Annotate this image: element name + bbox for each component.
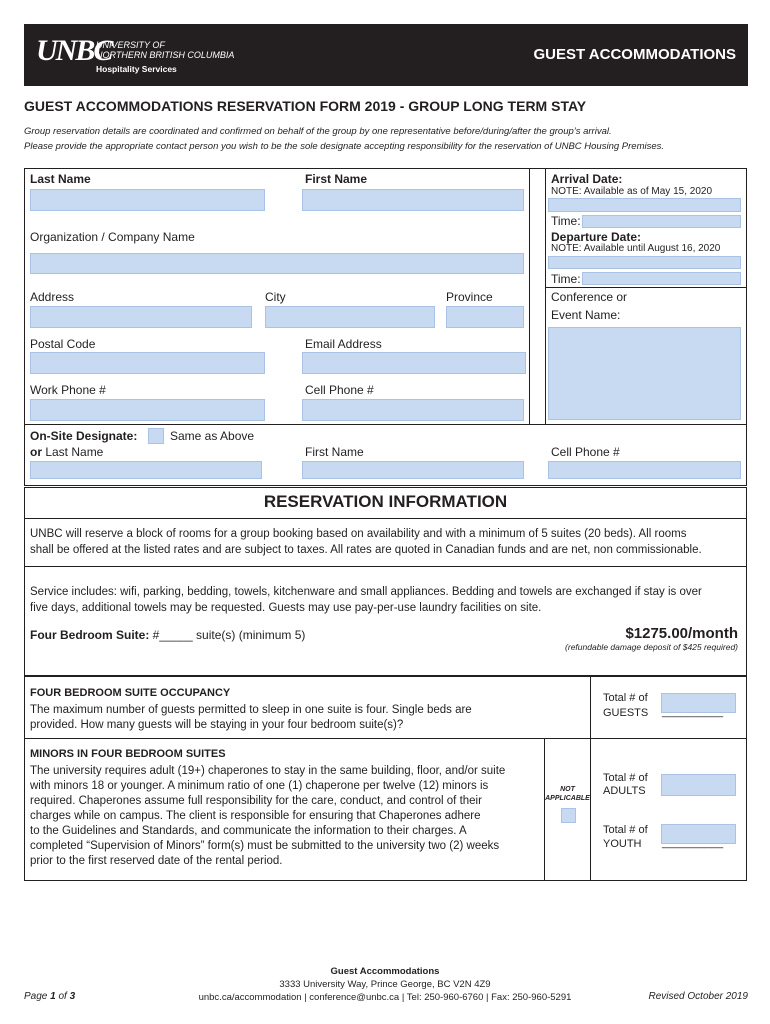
footer-contacts: unbc.ca/accommodation | conference@unbc.ca | Tel: 250-960-6760 | Fax: 250-960-5291: [198, 992, 572, 1003]
designate-cell-label: Cell Phone #: [551, 445, 620, 459]
email-label: Email Address: [305, 337, 382, 351]
conference-event-field[interactable]: [548, 327, 741, 420]
page-prefix: Page: [24, 991, 51, 1002]
reservation-heading: RESERVATION INFORMATION: [263, 492, 508, 511]
total-adults-field[interactable]: [661, 774, 736, 796]
deposit-note: (refundable damage deposit of $425 required): [565, 642, 738, 652]
contact-divider-left: [529, 168, 530, 424]
reservation-para2-line2: five days, additional towels may be requested. Guests may use pay-per-use laundry facilities on site.: [30, 602, 542, 614]
contact-divider-right: [545, 168, 546, 424]
minors-line5: to the Guidelines and Standards, and communicate the information to their charges. A: [30, 825, 467, 837]
reservation-heading-rule: [24, 518, 747, 519]
cell-phone-label: Cell Phone #: [305, 383, 374, 397]
postal-code-field[interactable]: [30, 352, 265, 374]
banner-title: GUEST ACCOMMODATIONS: [533, 46, 736, 63]
reservation-para1-line2: shall be offered at the listed rates and are subject to taxes. All rates are quoted in Canadian funds and are net, non commissionable.: [30, 544, 702, 556]
work-phone-field[interactable]: [30, 399, 265, 421]
intro-line1: Group reservation details are coordinated and confirmed on behalf of the group by one representative before/during/after the group’s arrival.: [24, 126, 612, 137]
first-name-field[interactable]: [302, 189, 524, 211]
departure-date-field[interactable]: [548, 256, 741, 269]
contact-rule-designate: [24, 424, 747, 425]
suite-label: Four Bedroom Suite:: [30, 628, 150, 642]
suite-price: $1275.00/month: [625, 625, 738, 642]
suite-count-text: #_____ suite(s) (minimum 5): [149, 628, 306, 642]
total-youth-label2: YOUTH: [603, 838, 642, 850]
revised-date: Revised October 2019: [648, 991, 748, 1002]
not-applicable-line1: NOT: [560, 786, 575, 793]
arrival-time-field[interactable]: [582, 215, 741, 228]
designate-cell-field[interactable]: [548, 461, 741, 479]
total-youth-blank: __________: [662, 837, 724, 849]
intro-line2: Please provide the appropriate contact person you wish to be the sole designate accepting responsibility for the reservation of UNBC Housing Premises.: [24, 141, 665, 152]
header-banner: [24, 24, 748, 86]
email-field[interactable]: [302, 352, 526, 374]
organization-field[interactable]: [30, 253, 524, 274]
total-adults-label2: ADULTS: [603, 785, 646, 797]
page-of: of: [55, 991, 70, 1002]
university-line1: UNIVERSITY OF: [96, 40, 165, 50]
footer-address: 3333 University Way, Prince George, BC V2N 4Z9: [279, 979, 491, 990]
city-label: City: [265, 290, 286, 304]
departure-date-label: Departure Date:: [551, 230, 642, 244]
minors-divider: [544, 738, 545, 881]
total-youth-label1: Total # of: [603, 824, 648, 836]
designate-last-name-label: [30, 445, 103, 459]
occupancy-rule: [24, 738, 747, 739]
form-title: GUEST ACCOMMODATIONS RESERVATION FORM 2019 - GROUP LONG TERM STAY: [24, 98, 587, 114]
conference-label-line2: Event Name:: [551, 308, 621, 322]
minors-line7: prior to the first reserved date of the rental period.: [30, 855, 283, 867]
minors-line1: The university requires adult (19+) chaperones to stay in the same building, floor, and/or suite: [30, 765, 506, 777]
last-name-field[interactable]: [30, 189, 265, 211]
departure-time-field[interactable]: [582, 272, 741, 285]
department-name: Hospitality Services: [96, 64, 177, 74]
departure-time-label: Time:: [551, 272, 581, 286]
minors-line3: required. Chaperones assume full responsibility for the care, conduct, and control of their: [30, 795, 482, 807]
total-guests-blank: __________: [662, 706, 724, 718]
reservation-para2-line1: Service includes: wifi, parking, bedding, towels, kitchenware and small appliances. Bedding and towels are exchanged if stay is over: [30, 586, 702, 598]
minors-line6: completed “Supervision of Minors” form(s) must be submitted to the university two (2) weeks: [30, 840, 500, 852]
province-field[interactable]: [446, 306, 524, 328]
minors-heading: MINORS IN FOUR BEDROOM SUITES: [30, 748, 226, 760]
address-field[interactable]: [30, 306, 252, 328]
unbc-logo: UNBC: [36, 34, 112, 67]
arrival-time-label: Time:: [551, 214, 581, 228]
occupancy-divider: [590, 676, 591, 881]
reservation-para-rule: [24, 566, 747, 567]
designate-last-name-field[interactable]: [30, 461, 262, 479]
not-applicable-line2: APPLICABLE: [545, 795, 590, 802]
last-name-label: Last Name: [30, 172, 91, 186]
or-last-name-text: Last Name: [42, 445, 104, 459]
minors-line2: with minors 18 or younger. A minimum ratio of one (1) chaperone per twelve (12) minors is: [30, 780, 489, 792]
total-guests-label1: Total # of: [603, 692, 648, 704]
total-guests-label2: GUESTS: [603, 707, 649, 719]
arrival-date-label: Arrival Date:: [551, 172, 623, 186]
reservation-para1-line1: UNBC will reserve a block of rooms for a group booking based on availability and with a minimum of 5 suites (20 beds). All rooms: [30, 528, 687, 540]
conference-label-line1: Conference or: [551, 290, 628, 304]
or-word: or: [30, 445, 42, 459]
footer-office: Guest Accommodations: [330, 966, 440, 977]
university-line2: NORTHERN BRITISH COLUMBIA: [96, 50, 235, 60]
occupancy-line1: The maximum number of guests permitted to sleep in one suite is four. Single beds are: [30, 704, 472, 716]
minors-line4: charges while on campus. The client is responsible for ensuring that Chaperones adhere: [30, 810, 481, 822]
departure-note: NOTE: Available until August 16, 2020: [551, 243, 721, 254]
designate-first-name-field[interactable]: [302, 461, 524, 479]
conference-rule: [545, 287, 747, 288]
onsite-designate-label: On-Site Designate:: [30, 429, 138, 443]
designate-first-name-label: First Name: [305, 445, 364, 459]
same-as-above-label: Same as Above: [170, 429, 255, 443]
page-number: 1: [50, 991, 56, 1002]
work-phone-label: Work Phone #: [30, 383, 106, 397]
occupancy-heading: FOUR BEDROOM SUITE OCCUPANCY: [30, 687, 231, 699]
total-adults-label1: Total # of: [603, 772, 648, 784]
organization-label: Organization / Company Name: [30, 230, 195, 244]
address-label: Address: [30, 290, 75, 304]
suite-count-line: [30, 628, 305, 642]
same-as-above-checkbox[interactable]: [148, 428, 164, 444]
arrival-note: NOTE: Available as of May 15, 2020: [551, 186, 713, 197]
postal-code-label: Postal Code: [30, 337, 96, 351]
first-name-label: First Name: [305, 172, 368, 186]
occupancy-line2: provided. How many guests will be staying in your four bedroom suite(s)?: [30, 719, 404, 731]
province-label: Province: [446, 290, 493, 304]
not-applicable-checkbox[interactable]: [561, 808, 576, 823]
page-total: 3: [69, 991, 76, 1002]
arrival-date-field[interactable]: [548, 198, 741, 212]
city-field[interactable]: [265, 306, 435, 328]
cell-phone-field[interactable]: [302, 399, 524, 421]
